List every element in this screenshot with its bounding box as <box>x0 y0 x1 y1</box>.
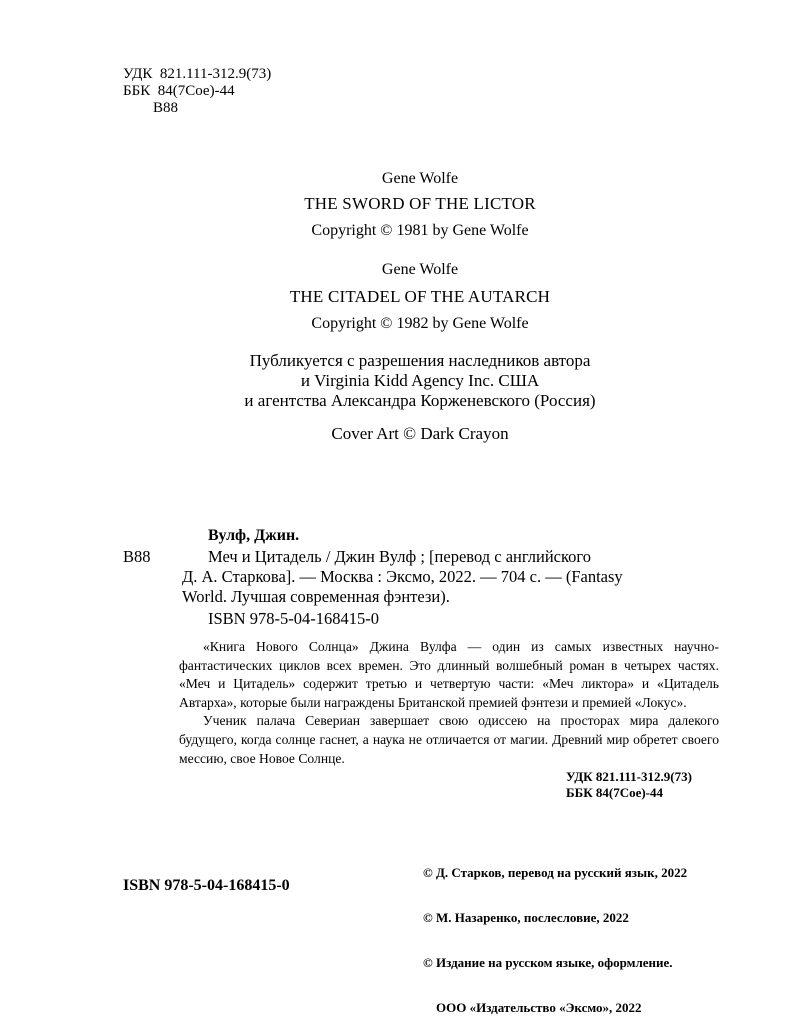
permission-line-2: и Virginia Kidd Agency Inc. США <box>300 371 540 390</box>
copyright-line-1: © Д. Старков, перевод на русский язык, 2022 <box>423 865 688 880</box>
bib-line-1: Меч и Цитадель / Джин Вулф ; [перевод с английского <box>208 547 592 566</box>
original-copyright-1: Copyright © 1981 by Gene Wolfe <box>311 222 529 239</box>
original-title-2: THE CITADEL OF THE AUTARCH <box>289 287 551 306</box>
annotation-paragraph-1: «Книга Нового Солнца» Джина Вулфа — один из самых известных научно-фантастических циклов всех времен. Это длинный волшебный роман в четырех частях. «Меч и Цитадель» содержит третью и четвертую части: «Меч ликтора» и «Цитадель Автарха», которые были награждены Британской премией фэнтези и премией «Локус». <box>179 639 719 710</box>
permission-line-3: и агентства Александра Корженевского (Россия) <box>244 391 596 410</box>
bib-line-3: World. Лучшая современная фэнтези). <box>182 587 450 606</box>
bbk-code-bottom: ББК 84(7Сое)-44 <box>566 785 664 800</box>
original-copyright-2: Copyright © 1982 by Gene Wolfe <box>311 315 529 332</box>
bib-isbn: ISBN 978-5-04-168415-0 <box>208 609 379 628</box>
copyright-block <box>423 835 687 1030</box>
udk-code: УДК 821.111-312.9(73) <box>123 66 272 82</box>
copyright-line-4: ООО «Издательство «Эксмо», 2022 <box>423 1000 642 1015</box>
author-mark: В88 <box>123 100 179 116</box>
bib-author-mark: В88 <box>123 547 151 566</box>
udk-code-bottom: УДК 821.111-312.9(73) <box>566 769 692 784</box>
original-author-1: Gene Wolfe <box>381 170 459 187</box>
bib-line-2: Д. А. Старкова]. — Москва : Эксмо, 2022. — 704 с. — (Fantasy <box>182 567 623 586</box>
copyright-line-3: © Издание на русском языке, оформление. <box>423 955 673 970</box>
cover-art-credit: Cover Art © Dark Crayon <box>331 424 509 443</box>
classification-codes-top <box>123 66 271 117</box>
bbk-code: ББК 84(7Сое)-44 <box>123 83 235 99</box>
original-title-1: THE SWORD OF THE LICTOR <box>304 194 536 213</box>
annotation <box>179 638 719 768</box>
permission-notice <box>0 351 800 411</box>
annotation-paragraph-2: Ученик палача Севериан завершает свою одиссею на просторах мира далекого будущего, когда солнце гаснет, а наука не отличается от магии. Древний мир обретет своего мессию, свое Новое Солнце. <box>179 713 719 766</box>
original-author-2: Gene Wolfe <box>381 261 459 278</box>
isbn-bottom: ISBN 978-5-04-168415-0 <box>123 877 290 894</box>
copyright-line-2: © М. Назаренко, послесловие, 2022 <box>423 910 629 925</box>
permission-line-1: Публикуется с разрешения наследников автора <box>249 351 591 370</box>
bib-heading: Вулф, Джин. <box>208 527 300 544</box>
